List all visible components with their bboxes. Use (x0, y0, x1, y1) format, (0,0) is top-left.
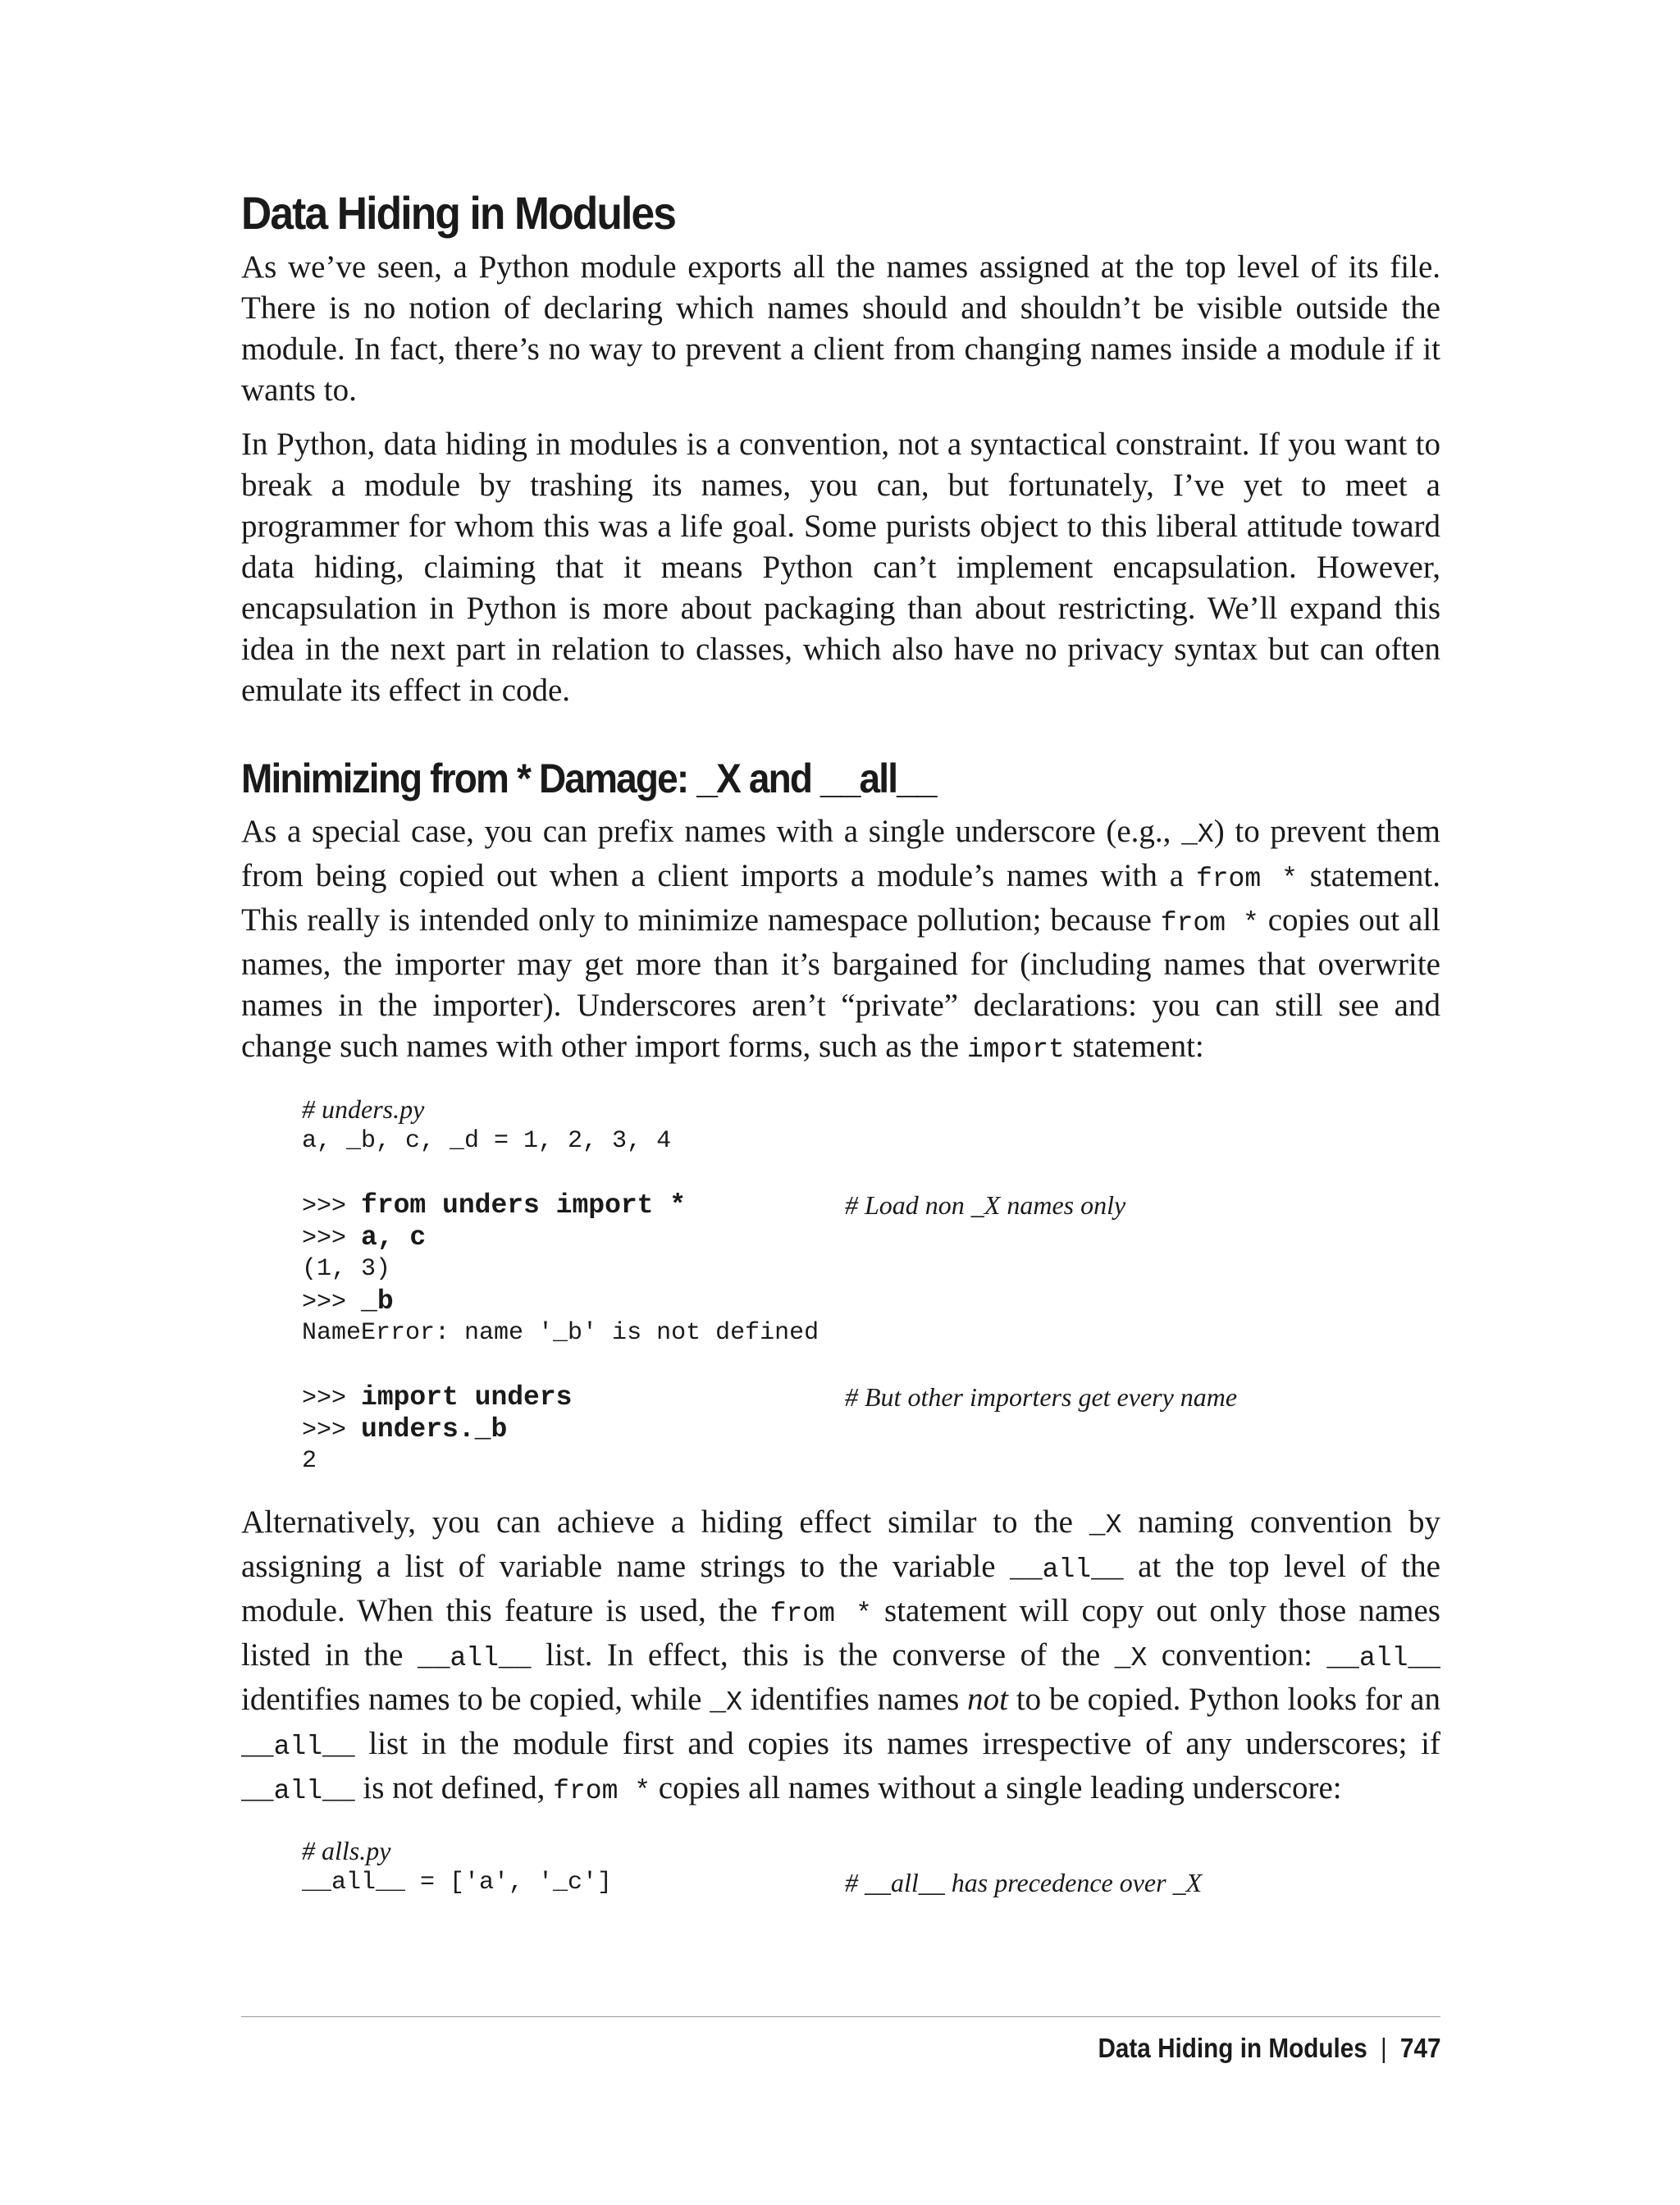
page-number: 747 (1399, 2033, 1440, 2063)
page-body (241, 164, 1440, 1924)
code-line: a, _b, c, _d = 1, 2, 3, 4 (302, 1127, 672, 1156)
inline-code: from * (769, 1599, 872, 1630)
inline-code: _X (1114, 1643, 1148, 1674)
section-heading: Data Hiding in Modules (241, 187, 676, 239)
inline-code: __all__ (241, 1732, 355, 1763)
section-paragraph-1: As we’ve seen, a Python module exports all the names assigned at the top level of its file. There is no notion of declaring which names should and shouldn’t be visible outside the module. In fact, there’s no way to prevent a client from changing names inside a module if it wants to. (241, 249, 1440, 409)
code-line: >>> unders._b (302, 1414, 508, 1445)
emphasis: not (967, 1682, 1008, 1718)
code-example-alls (302, 1835, 1440, 1899)
inline-code: from * (1160, 908, 1259, 939)
footer-divider (241, 2016, 1440, 2017)
code-comment: # Load non _X names only (845, 1190, 1126, 1221)
code-line: >>> a, c (302, 1222, 427, 1253)
code-example-unders (302, 1093, 1440, 1477)
page-footer (1098, 2033, 1440, 2064)
code-comment: # alls.py (302, 1836, 391, 1866)
code-comment: # But other importers get every name (845, 1382, 1238, 1413)
code-blank-line (302, 1349, 1440, 1381)
code-line: >>> from unders import * # Load non _X names only (302, 1190, 1126, 1221)
subsection-heading: Minimizing from * Damage: _X and __all__ (241, 756, 936, 802)
code-line: >>> _b (302, 1286, 394, 1317)
code-line: 2 (302, 1447, 317, 1476)
code-line (302, 1835, 1440, 1867)
code-comment: # __all__ has precedence over _X (845, 1868, 1203, 1898)
inline-code: from * (1195, 864, 1298, 895)
inline-code: _X (1089, 1510, 1122, 1541)
subsection-paragraph-1: As a special case, you can prefix names with a single underscore (e.g., _X) to prevent them from being copied out when a client imports a module’s names with a from * statement. This really is intended only to minimize namespace pollution; because from * copies out all names, the importer may get more than it’s bargained for (including names that overwrite names in the importer). Underscores aren’t “private” declarations: you can still see and change such names with other import forms, such as the import statement: (241, 814, 1441, 1066)
code-comment: # unders.py (302, 1094, 425, 1125)
inline-code: import (966, 1034, 1065, 1066)
code-line (302, 1093, 1440, 1125)
inline-code: __all__ (417, 1643, 532, 1674)
running-head: Data Hiding in Modules (1097, 2033, 1367, 2063)
code-blank-line (302, 1157, 1440, 1189)
subsection-paragraph-2: Alternatively, you can achieve a hiding effect similar to the _X naming convention by assigning a list of variable name strings to the variable __all__ at the top level of the module. When this feature is used, the from * statement will copy out only those names listed in the __all__ list. In effect, this is the converse of the _X convention: __all__ identifies names to be copied, while _X identifies names not to be copied. Python looks for an __all__ list in the module first and copies its names irrespective of any underscores; if __all__ is not defined, from * copies all names without a single leading underscore: (241, 1504, 1440, 1807)
code-line: NameError: name '_b' is not defined (302, 1319, 819, 1348)
inline-code: __all__ (1010, 1554, 1124, 1586)
inline-code: __all__ (241, 1776, 355, 1807)
inline-code: _X (710, 1687, 742, 1719)
section-paragraph-2: In Python, data hiding in modules is a convention, not a syntactical constraint. If you want to break a module by trashing its names, you can, but fortunately, I’ve yet to meet a programmer for whom this was a life goal. Some purists object to this liberal attitude toward data hiding, claiming that it means Python can’t implement encapsulation. However, encapsulation in Python is more about packaging than about restricting. We’ll expand this idea in the next part in relation to classes, which also have no privacy syntax but can often emulate its effect in code. (241, 427, 1440, 709)
code-line: >>> import unders # But other importers get every name (302, 1382, 1238, 1413)
code-line: __all__ = ['a', '_c'] # __all__ has precedence over _X (302, 1868, 1203, 1898)
inline-code: __all__ (1326, 1643, 1440, 1674)
inline-code: from * (553, 1776, 651, 1807)
footer-separator: | (1380, 2033, 1387, 2063)
code-line: (1, 3) (302, 1255, 391, 1284)
inline-code: _X (1181, 819, 1214, 851)
